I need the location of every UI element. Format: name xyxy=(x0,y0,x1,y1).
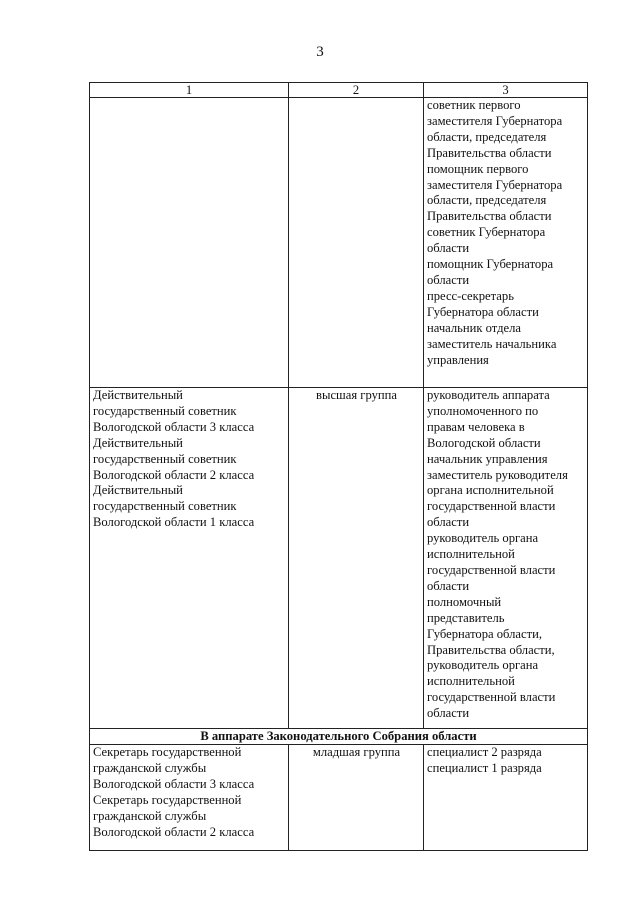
positions-cell xyxy=(424,98,588,388)
position-line: области xyxy=(427,515,470,530)
position-line: уполномоченного по xyxy=(427,403,539,418)
class-rank-line: государственный советник xyxy=(93,451,237,466)
position-line: заместитель начальника xyxy=(427,336,557,351)
position-line: исполнительной xyxy=(427,674,515,689)
position-line: руководитель аппарата xyxy=(427,388,550,402)
position-line: начальник отдела xyxy=(427,320,521,335)
class-rank-line: Вологодской области 3 класса xyxy=(93,776,255,791)
page-number: 3 xyxy=(316,44,324,60)
class-rank-cell xyxy=(90,388,289,729)
class-rank-line: Вологодской области 1 класса xyxy=(93,515,255,530)
class-rank-line: Действительный xyxy=(93,483,183,498)
position-line: исполнительной xyxy=(427,547,515,562)
position-line: Правительства области, xyxy=(427,642,555,657)
class-rank-cell xyxy=(90,98,289,388)
position-line: специалист 1 разряда xyxy=(427,760,542,775)
class-rank-line: государственный советник xyxy=(93,499,237,514)
class-rank-line: Вологодской области 3 класса xyxy=(93,419,255,434)
position-line: государственной власти xyxy=(427,562,556,577)
section-header-row xyxy=(90,729,588,745)
position-line: органа исполнительной xyxy=(427,483,554,498)
position-line: помощник Губернатора xyxy=(427,257,554,272)
class-rank-line: государственный советник xyxy=(93,403,237,418)
position-line: представитель xyxy=(427,610,505,625)
column-header-1: 1 xyxy=(90,83,289,98)
position-line: правам человека в xyxy=(427,419,525,434)
table-row xyxy=(90,745,588,851)
position-line: Правительства области xyxy=(427,209,552,224)
position-line: полномочный xyxy=(427,594,502,609)
position-line: области xyxy=(427,706,470,721)
position-line: заместитель руководителя xyxy=(427,467,568,482)
position-line: руководитель органа xyxy=(427,531,539,546)
position-line: Вологодской области xyxy=(427,435,541,450)
section-title: В аппарате Законодательного Собрания области xyxy=(90,729,588,745)
column-header-3: 3 xyxy=(424,83,588,98)
table-row xyxy=(90,388,588,729)
table-row xyxy=(90,98,588,388)
position-line: заместителя Губернатора xyxy=(427,113,563,128)
class-rank-line: Действительный xyxy=(93,388,183,402)
positions-table xyxy=(89,82,588,851)
position-line: области, председателя xyxy=(427,193,547,208)
position-line: управления xyxy=(427,352,489,367)
position-line: Губернатора области, xyxy=(427,626,542,641)
class-rank-line: Вологодской области 2 класса xyxy=(93,824,255,839)
position-line: государственной власти xyxy=(427,499,556,514)
position-line: руководитель органа xyxy=(427,658,539,673)
position-line: области xyxy=(427,241,470,256)
class-rank-line: Секретарь государственной xyxy=(93,792,242,807)
position-line: советник Губернатора xyxy=(427,225,546,240)
position-line: помощник первого xyxy=(427,161,529,176)
class-rank-cell xyxy=(90,745,289,851)
class-rank-line: гражданской службы xyxy=(93,760,207,775)
class-rank-line: Действительный xyxy=(93,435,183,450)
group-cell: младшая группа xyxy=(289,745,424,851)
position-line: Губернатора области xyxy=(427,304,539,319)
position-line: заместителя Губернатора xyxy=(427,177,563,192)
position-line: области xyxy=(427,272,470,287)
position-line: начальник управления xyxy=(427,451,548,466)
position-line: советник первого xyxy=(427,98,521,112)
position-line: пресс-секретарь xyxy=(427,288,514,303)
positions-cell xyxy=(424,745,588,851)
position-line: Правительства области xyxy=(427,145,552,160)
class-rank-line: гражданской службы xyxy=(93,808,207,823)
positions-cell xyxy=(424,388,588,729)
position-line: государственной власти xyxy=(427,690,556,705)
column-header-2: 2 xyxy=(289,83,424,98)
group-cell xyxy=(289,98,424,388)
position-line: области, председателя xyxy=(427,129,547,144)
class-rank-line: Секретарь государственной xyxy=(93,745,242,759)
class-rank-line: Вологодской области 2 класса xyxy=(93,467,255,482)
group-cell: высшая группа xyxy=(289,388,424,729)
position-line: специалист 2 разряда xyxy=(427,745,542,759)
position-line: области xyxy=(427,578,470,593)
table-header-row xyxy=(90,83,588,98)
